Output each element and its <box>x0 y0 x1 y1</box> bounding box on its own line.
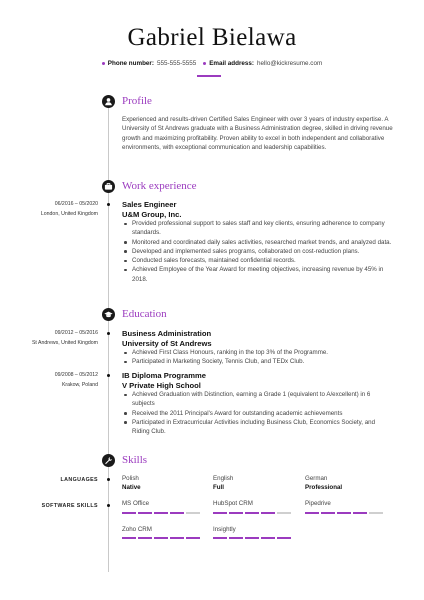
skill-level-segment <box>321 512 335 514</box>
languages-label: LANGUAGES <box>60 477 98 483</box>
list-item: Participated in Marketing Society, Tennis Club, and TEDx Club. <box>122 357 394 366</box>
software-name: Zoho CRM <box>122 526 152 533</box>
language-item <box>305 474 342 492</box>
timeline-dot <box>107 203 110 206</box>
skill-level-segment <box>305 512 319 514</box>
skill-level-segment <box>277 537 291 539</box>
skill-level-segment <box>154 512 168 514</box>
software-name: Insightly <box>213 526 236 533</box>
skill-level-segment <box>138 537 152 539</box>
language-item <box>122 474 141 492</box>
education-title: IB Diploma Programme <box>122 371 206 380</box>
software-name: Pipedrive <box>305 500 331 507</box>
skill-level-segment <box>337 512 351 514</box>
skill-level-segment <box>122 512 136 514</box>
list-item: Achieved First Class Honours, ranking in the top 3% of the Programme. <box>122 348 394 357</box>
resume-name: Gabriel Bielawa <box>127 24 297 51</box>
education-school: University of St Andrews <box>122 339 212 348</box>
skill-level-segment <box>261 512 275 514</box>
education-location: St Andrews, United Kingdom <box>31 339 98 346</box>
language-name: Polish <box>122 475 139 482</box>
skill-level-segment <box>245 537 259 539</box>
timeline-line <box>108 100 109 572</box>
skill-level-segment <box>122 537 136 539</box>
education-meta <box>32 329 98 348</box>
skill-level-segment <box>186 512 200 514</box>
education-school: V Private High School <box>122 381 201 390</box>
header-divider <box>197 75 221 77</box>
education-points <box>122 348 394 367</box>
skill-level-bar <box>213 537 291 539</box>
education-dates: 09/2012 – 05/2016 <box>54 330 98 336</box>
list-item: Conducted sales forecasts, maintained confidential records. <box>122 256 394 265</box>
education-location: Krakow, Poland <box>61 381 98 388</box>
briefcase-icon <box>102 180 115 193</box>
skill-level-segment <box>277 512 291 514</box>
software-name: HubSpot CRM <box>213 500 253 507</box>
email-value: hello@kickresume.com <box>257 60 323 67</box>
section-title-profile: Profile <box>122 95 152 107</box>
bullet-icon <box>102 62 105 65</box>
list-item: Achieved Employee of the Year Award for meeting objectives, increasing revenue by 45% in 2018. <box>122 265 394 284</box>
bullet-icon <box>203 62 206 65</box>
list-item: Participated in Extracurricular Activities including Business Club, Economics Society, and Riding Club. <box>122 418 394 437</box>
phone-label: Phone number: <box>107 60 154 67</box>
phone-value: 555-555-5555 <box>156 60 197 67</box>
list-item: Received the 2011 Principal's Award for outstanding academic achievements <box>122 409 394 418</box>
skill-level-bar <box>213 512 291 514</box>
language-item <box>213 474 233 492</box>
list-item: Developed and implemented sales programs, collaborated on cost-reduction plans. <box>122 247 394 256</box>
skill-level-segment <box>369 512 383 514</box>
timeline-dot <box>107 374 110 377</box>
job-points <box>122 219 394 284</box>
language-name: German <box>305 475 328 482</box>
skill-level-bar <box>122 512 200 514</box>
timeline-dot <box>107 332 110 335</box>
profile-text: Experienced and results-driven Certified Sales Engineer with over 3 years of industry expertise. A University of St Andrews graduate with a Business Administration degree, skilled in driving revenue growth and maximizing profitability. Proven ability to excel in both independent and collaborative environments, with exceptional communication and leadership capabilities. <box>122 116 393 151</box>
timeline-dot <box>107 478 110 481</box>
education-meta <box>55 371 98 390</box>
timeline-dot <box>107 504 110 507</box>
language-level: Native <box>122 484 141 491</box>
job-title: Sales Engineer <box>122 200 177 209</box>
skill-level-bar <box>305 512 383 514</box>
job-location: London, United Kingdom <box>40 210 98 217</box>
skill-level-segment <box>229 512 243 514</box>
skill-level-segment <box>213 512 227 514</box>
section-title-education: Education <box>122 308 167 320</box>
job-meta <box>41 200 98 219</box>
skill-level-segment <box>186 537 200 539</box>
software-name: MS Office <box>122 500 150 507</box>
skill-level-segment <box>170 512 184 514</box>
skill-level-segment <box>245 512 259 514</box>
wrench-icon <box>102 454 115 467</box>
language-level: Professional <box>305 484 343 491</box>
section-title-skills: Skills <box>122 454 148 466</box>
skill-level-segment <box>229 537 243 539</box>
education-title: Business Administration <box>122 329 212 338</box>
skill-level-bar <box>122 537 200 539</box>
graduation-cap-icon <box>102 308 115 321</box>
skill-level-segment <box>154 537 168 539</box>
job-company: U&M Group, Inc. <box>122 210 182 219</box>
list-item: Monitored and coordinated daily sales activities, researched market trends, and analyzed data. <box>122 238 394 247</box>
education-dates: 09/2008 – 05/2012 <box>54 372 98 378</box>
skill-level-segment <box>138 512 152 514</box>
language-name: English <box>213 475 234 482</box>
education-points <box>122 390 394 436</box>
skill-level-segment <box>353 512 367 514</box>
list-item: Provided professional support to sales staff and key clients, ensuring adherence to company standards. <box>122 219 394 238</box>
section-title-work: Work experience <box>122 180 197 192</box>
software-skills-label: SOFTWARE SKILLS <box>41 503 98 509</box>
email-label: Email address: <box>209 60 255 67</box>
user-icon <box>102 95 115 108</box>
skill-level-segment <box>170 537 184 539</box>
list-item: Achieved Graduation with Distinction, earning a Grade 1 (equivalent to A/excellent) in 6 subjects <box>122 390 394 409</box>
skill-level-segment <box>213 537 227 539</box>
skill-level-segment <box>261 537 275 539</box>
job-dates: 06/2016 – 05/2020 <box>54 201 98 207</box>
contact-line <box>0 60 424 67</box>
language-level: Full <box>213 484 224 491</box>
